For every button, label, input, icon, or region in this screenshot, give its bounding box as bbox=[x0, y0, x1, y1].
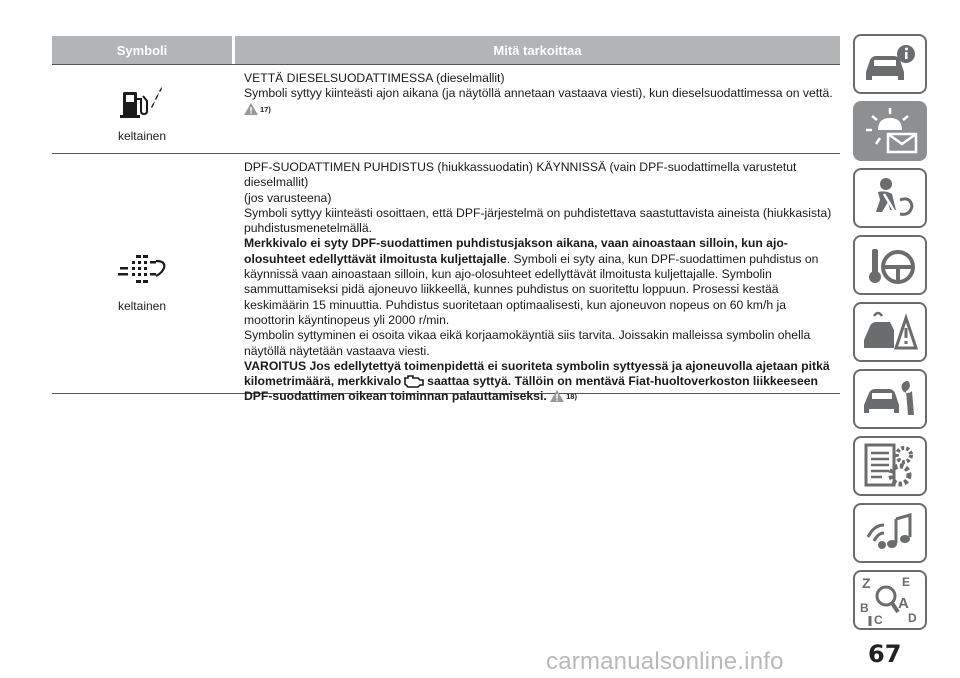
warning-triangle-icon bbox=[244, 103, 258, 115]
key-steering-wheel-icon bbox=[862, 241, 918, 289]
technical-data-gear-icon bbox=[860, 441, 920, 491]
row-text: Symboli syttyy kiinteästi osoittaen, että DPF-järjestelmä on puhdistettava saastuttavista aineista (hiukkasista) puhdistusmenetelmällä. bbox=[244, 205, 832, 236]
tab-multimedia[interactable] bbox=[853, 503, 927, 563]
airbag-seatbelt-icon bbox=[862, 174, 918, 222]
car-service-wrench-icon bbox=[860, 375, 920, 423]
row-warning: VAROITUS Jos edellytettyä toimenpidettä ei suoriteta symbolin syttyessä ja ajoneuvolla ajetaan pitkä kilometrimäärä, merkkivalo saattaa syttyä. Tällöin on mentävä Fiat-huoltoverkoston liikkeeseen DPF-suodattimen oikean toiminnan palauttamiseksi. 18) bbox=[244, 358, 830, 404]
engine-check-icon bbox=[403, 374, 425, 388]
meaning-cell bbox=[232, 65, 840, 153]
svg-text:D: D bbox=[908, 611, 917, 625]
car-info-icon bbox=[860, 42, 920, 86]
symbol-color-label: keltainen bbox=[117, 298, 167, 313]
row-text: Symbolin syttyminen ei osoita vikaa eikä korjaamokäyntiä siis tarvita. Joissakin malleissa symbolin ohella näytöllä näytetään vastaava viesti. bbox=[244, 328, 811, 358]
symbol-table bbox=[52, 36, 840, 404]
svg-text:Z: Z bbox=[862, 575, 871, 591]
tab-starting-driving[interactable] bbox=[853, 235, 927, 295]
footnote-ref: 17) bbox=[260, 104, 271, 114]
warning-triangle-icon bbox=[550, 390, 564, 402]
header-meaning: Mitä tarkoittaa bbox=[232, 36, 840, 64]
table-row bbox=[52, 154, 840, 404]
tab-maintenance[interactable] bbox=[853, 369, 927, 429]
multimedia-music-icon bbox=[860, 509, 920, 557]
header-symbol: Symboli bbox=[116, 42, 168, 58]
svg-text:E: E bbox=[902, 575, 911, 589]
row-text: Symboli syttyy kiinteästi ajon aikana (ja näytöllä annetaan vastaava viesti), kun dieselsuodattimessa on vettä. 17) bbox=[244, 86, 833, 114]
table-row bbox=[52, 64, 840, 154]
car-breakdown-icon bbox=[860, 308, 920, 356]
meaning-cell bbox=[232, 154, 840, 404]
warning-light-message-icon bbox=[860, 106, 920, 156]
alphabetical-index-icon bbox=[858, 572, 922, 628]
svg-text:A: A bbox=[898, 595, 909, 612]
table-header bbox=[52, 36, 840, 64]
tab-safety[interactable] bbox=[853, 168, 927, 228]
chapter-tabs bbox=[853, 34, 927, 637]
tab-technical-data[interactable] bbox=[853, 436, 927, 496]
svg-text:B: B bbox=[860, 601, 869, 615]
symbol-cell bbox=[52, 65, 232, 153]
symbol-color-label: keltainen bbox=[117, 129, 167, 143]
symbol-cell bbox=[52, 154, 232, 393]
water-in-fuel-icon bbox=[118, 87, 166, 121]
tab-emergency[interactable] bbox=[853, 302, 927, 362]
tab-car-info[interactable] bbox=[853, 34, 927, 94]
row-title: DPF-SUODATTIMEN PUHDISTUS (hiukkassuodatin) KÄYNNISSÄ (vain DPF-suodattimella varustetut dieselmallit) bbox=[244, 160, 797, 190]
watermark: carmanualsonline.info bbox=[546, 648, 784, 675]
dpf-filter-icon bbox=[116, 253, 168, 289]
row-optional: (jos varusteena) bbox=[244, 190, 332, 205]
row-text: Merkkivalo ei syty DPF-suodattimen puhdistusjakson aikana, vaan ainoastaan silloin, kun ajo-olosuhteet edellyttävät ilmoitusta kuljettajalle. Symboli ei syty aina, kun DPF-suodattimen puhdistus on käynnissä vaan ainoastaan silloin, kun ajo-olosuhteet edellyttävät ilmoitusta kuljettajalle. Symbolin sammuttamiseksi pidä ajoneuvo liikkeellä, kunnes puhdistus on suoritettu loppuun. Prosessi kestää keskimäärin 15 minuuttia. Puhdistus suoritetaan optimaalisesti, kun ajoneuvon nopeus on 60 km/h ja moottorin käyntinopeus yli 2000 r/min. bbox=[244, 236, 819, 327]
tab-warning-lights[interactable] bbox=[853, 101, 927, 161]
footnote-ref: 18) bbox=[566, 392, 577, 402]
tab-index[interactable] bbox=[853, 570, 927, 630]
page-number: 67 bbox=[868, 640, 902, 668]
svg-text:C: C bbox=[874, 613, 883, 627]
row-title: VETTÄ DIESELSUODATTIMESSA (dieselmallit) bbox=[244, 71, 505, 85]
